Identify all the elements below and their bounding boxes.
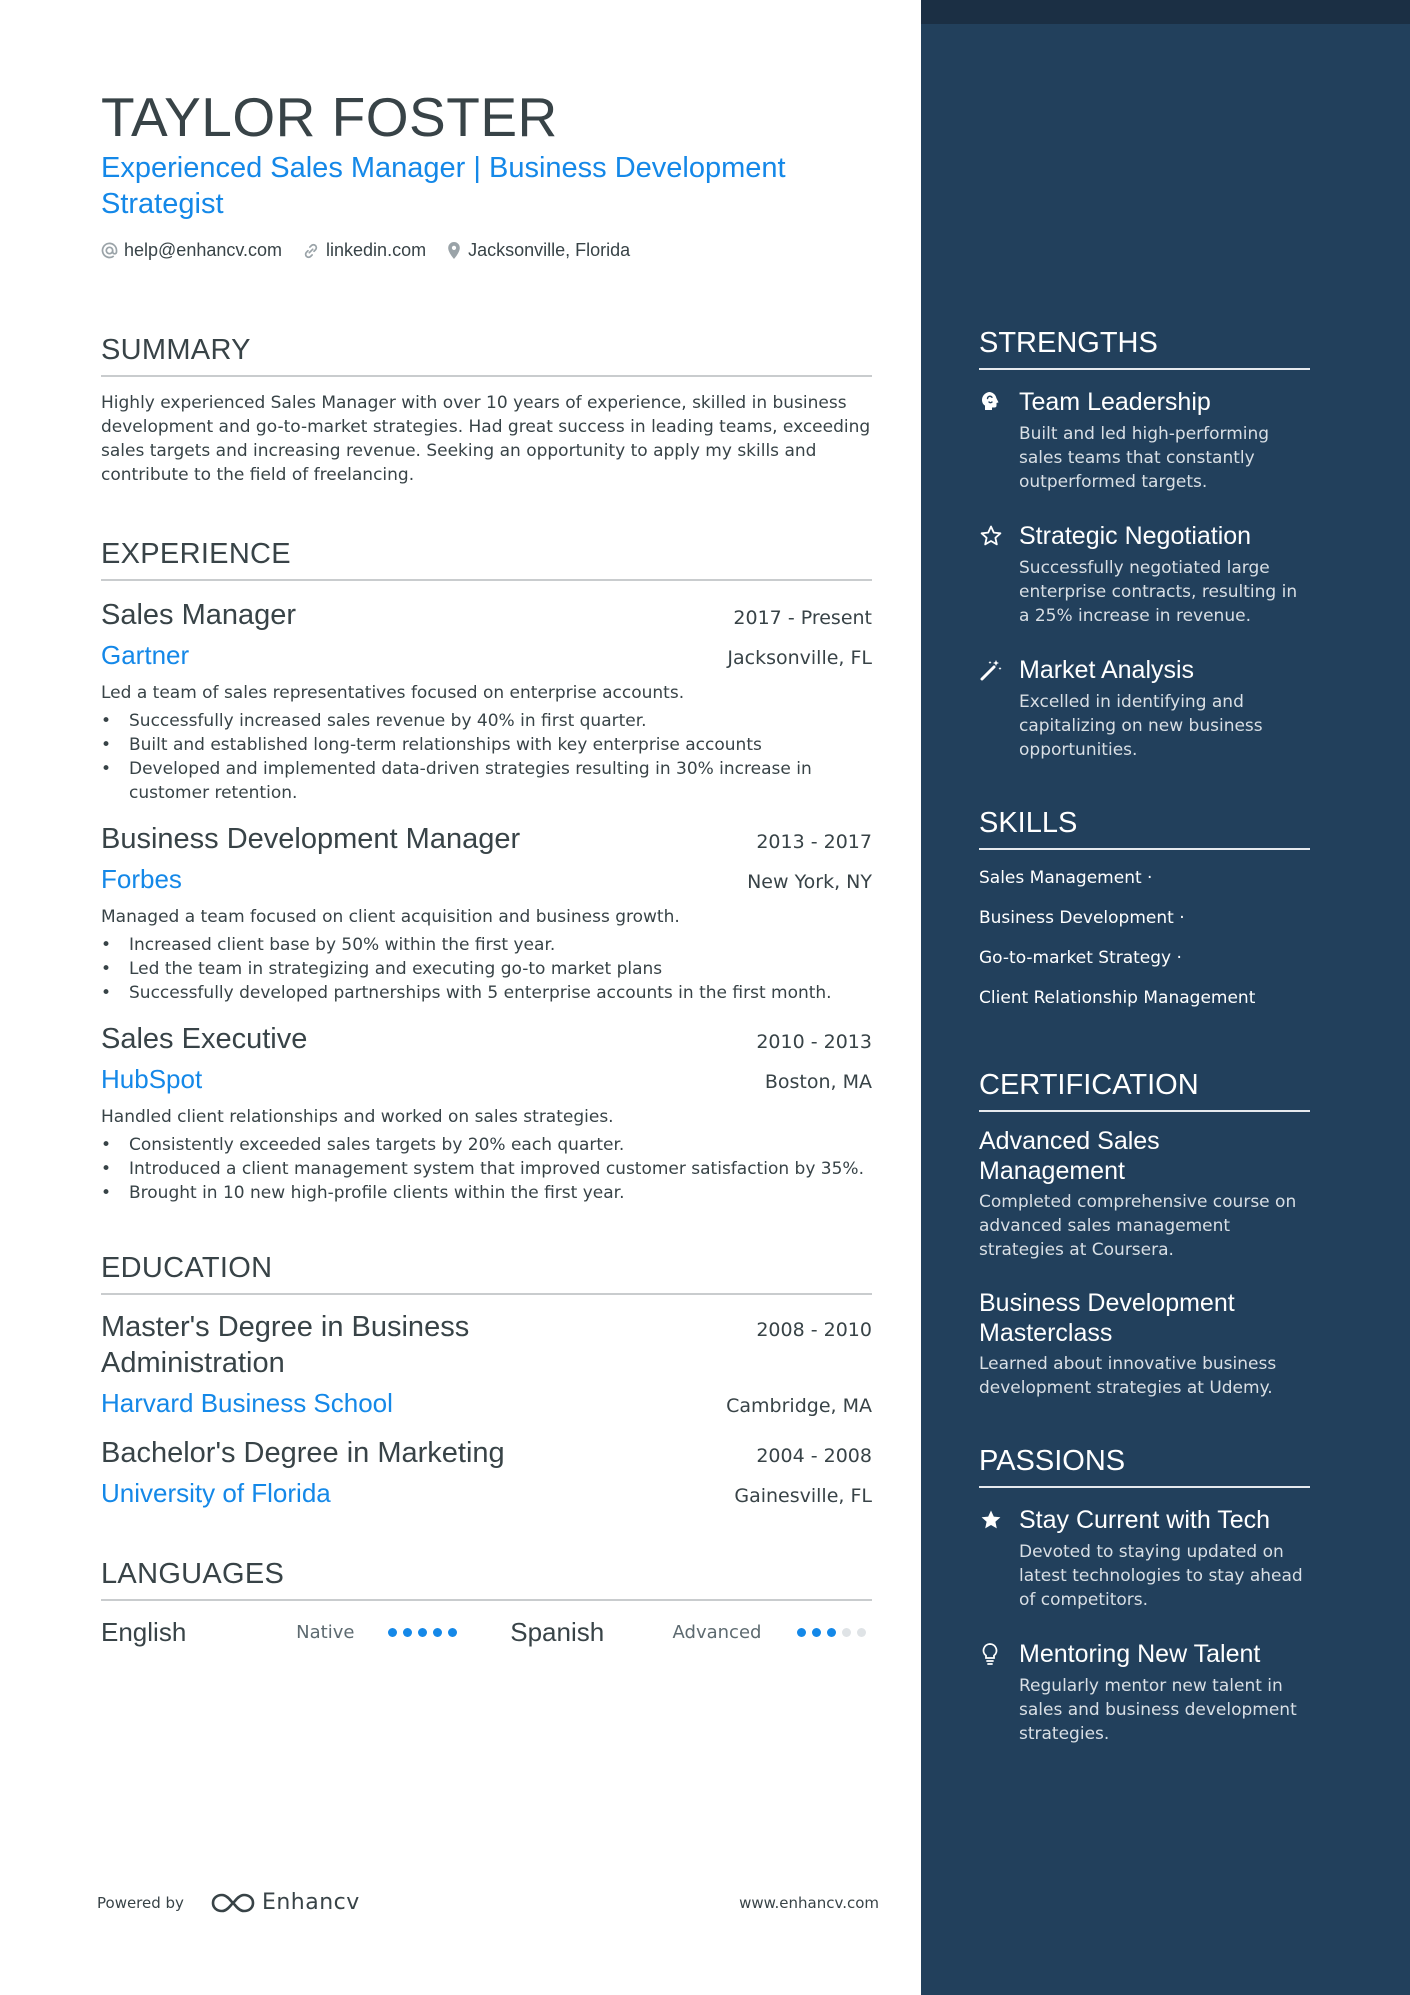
- footer-website[interactable]: www.enhancv.com: [739, 1893, 879, 1912]
- job-company: Forbes: [101, 864, 182, 894]
- skill-item: Business Development ·: [979, 908, 1185, 928]
- rating-dot-filled: [797, 1628, 806, 1637]
- strength-title: Strategic Negotiation: [1019, 522, 1252, 550]
- skill-item: Go-to-market Strategy ·: [979, 948, 1182, 968]
- certification-section: [979, 1068, 1310, 1400]
- rating-dot-filled: [812, 1628, 821, 1637]
- star-outline-icon: [979, 524, 1003, 548]
- languages-section: [101, 1557, 872, 1649]
- at-icon: [101, 242, 118, 259]
- job-bullets: [101, 1133, 872, 1205]
- passions-title: PASSIONS: [979, 1444, 1310, 1488]
- job-bullet: • Built and established long-term relationships with key enterprise accounts: [101, 733, 872, 757]
- job-title: Sales Executive: [101, 1023, 308, 1055]
- skill-item: Sales Management ·: [979, 868, 1153, 888]
- education-dates: 2004 - 2008: [756, 1445, 872, 1467]
- enhancv-logo[interactable]: [210, 1890, 360, 1915]
- experience-title: EXPERIENCE: [101, 537, 872, 581]
- contact-email[interactable]: [101, 240, 282, 261]
- job-company: HubSpot: [101, 1064, 203, 1094]
- lightbulb-icon: [979, 1642, 1001, 1666]
- certification-item: [979, 1126, 1310, 1262]
- job-location: New York, NY: [747, 871, 872, 893]
- job-bullet: • Consistently exceeded sales targets by 20% each quarter.: [101, 1133, 872, 1157]
- star-filled-icon: [979, 1508, 1003, 1532]
- strengths-section: [979, 326, 1310, 762]
- degree-title: Bachelor's Degree in Marketing: [101, 1437, 505, 1469]
- powered-by: [97, 1890, 360, 1915]
- job-bullet: • Successfully increased sales revenue by 40% in first quarter.: [101, 709, 872, 733]
- job-title: Sales Manager: [101, 599, 297, 631]
- education-entry: [101, 1309, 872, 1421]
- rating-dot-filled: [388, 1628, 397, 1637]
- school-name: Harvard Business School: [101, 1388, 393, 1418]
- strength-item: [979, 654, 1310, 762]
- education-entry: [101, 1435, 872, 1511]
- contact-bar: [101, 240, 872, 261]
- job-description: Led a team of sales representatives focused on enterprise accounts.: [101, 683, 685, 703]
- summary-text: Highly experienced Sales Manager with over 10 years of experience, skilled in business development and go-to-market strategies. Had great success in leading teams, exceeding sales targets and increasing revenue. Seeking an opportunity to apply my skills and contribute to the field of freelancing.: [101, 393, 871, 485]
- language-level: Native: [296, 1621, 355, 1643]
- job-location: Jacksonville, FL: [727, 647, 872, 669]
- job-bullet: • Developed and implemented data-driven strategies resulting in 30% increase in customer retention.: [101, 757, 872, 805]
- skills-title: SKILLS: [979, 806, 1310, 850]
- brand-name: Enhancv: [261, 1890, 360, 1915]
- linkedin-text: linkedin.com: [326, 240, 427, 260]
- strengths-title: STRENGTHS: [979, 326, 1310, 370]
- job-dates: 2013 - 2017: [756, 831, 872, 853]
- job-dates: 2010 - 2013: [756, 1031, 872, 1053]
- passion-description: Regularly mentor new talent in sales and business development strategies.: [1019, 1676, 1297, 1744]
- degree-title: Master's Degree in Business Administration: [101, 1311, 470, 1379]
- certification-name: Advanced Sales Management: [979, 1127, 1160, 1185]
- job-location: Boston, MA: [764, 1071, 872, 1093]
- contact-location: [446, 240, 630, 261]
- email-text: help@enhancv.com: [124, 240, 283, 260]
- map-pin-icon: [446, 241, 462, 260]
- skill-item: Client Relationship Management: [979, 988, 1256, 1008]
- strength-description: Built and led high-performing sales teams that constantly outperformed targets.: [1019, 424, 1270, 492]
- language-rating-dots: [388, 1628, 510, 1637]
- strength-title: Team Leadership: [1019, 388, 1211, 416]
- location-text: Jacksonville, Florida: [468, 240, 631, 260]
- link-icon: [302, 242, 320, 260]
- language-name: Spanish: [510, 1616, 605, 1647]
- sidebar-top-bar: [921, 0, 1410, 24]
- certification-description: Completed comprehensive course on advanced sales management strategies at Coursera.: [979, 1192, 1297, 1260]
- powered-by-label: Powered by: [97, 1893, 184, 1912]
- footer: [97, 1890, 879, 1915]
- language-name: English: [101, 1616, 187, 1647]
- rating-dot-empty: [857, 1628, 866, 1637]
- contact-linkedin[interactable]: [302, 240, 426, 261]
- rating-dot-filled: [418, 1628, 427, 1637]
- strength-item: [979, 520, 1310, 628]
- job-bullets: [101, 933, 872, 1005]
- passion-item: [979, 1504, 1310, 1612]
- candidate-name: TAYLOR FOSTER: [101, 86, 558, 148]
- passion-description: Devoted to staying updated on latest technologies to stay ahead of competitors.: [1019, 1542, 1303, 1610]
- education-location: Gainesville, FL: [734, 1485, 872, 1507]
- strength-item: [979, 386, 1310, 494]
- education-section: [101, 1251, 872, 1511]
- certification-name: Business Development Masterclass: [979, 1289, 1235, 1347]
- rating-dot-empty: [842, 1628, 851, 1637]
- job-company: Gartner: [101, 640, 190, 670]
- job-bullet: • Increased client base by 50% within the first year.: [101, 933, 872, 957]
- strength-description: Successfully negotiated large enterprise contracts, resulting in a 25% increase in revenue.: [1019, 558, 1298, 626]
- job-title: Business Development Manager: [101, 823, 521, 855]
- education-location: Cambridge, MA: [726, 1395, 872, 1417]
- strength-title: Market Analysis: [1019, 656, 1195, 684]
- job-bullets: [101, 709, 872, 805]
- rating-dot-filled: [403, 1628, 412, 1637]
- certification-description: Learned about innovative business development strategies at Udemy.: [979, 1354, 1277, 1398]
- job-entry: [101, 597, 872, 805]
- job-description: Managed a team focused on client acquisition and business growth.: [101, 907, 680, 927]
- passion-item: [979, 1638, 1310, 1746]
- languages-row: [101, 1615, 872, 1649]
- experience-section: [101, 537, 872, 1205]
- summary-title: SUMMARY: [101, 333, 872, 377]
- job-description: Handled client relationships and worked on sales strategies.: [101, 1107, 614, 1127]
- skills-section: [979, 806, 1310, 1010]
- infinity-logo-icon: [210, 1891, 256, 1915]
- summary-section: [101, 333, 872, 487]
- language-rating-dots: [797, 1628, 872, 1637]
- job-bullet: • Led the team in strategizing and executing go-to market plans: [101, 957, 872, 981]
- passions-section: [979, 1444, 1310, 1746]
- brain-icon: [979, 390, 1001, 412]
- strength-description: Excelled in identifying and capitalizing on new business opportunities.: [1019, 692, 1263, 760]
- rating-dot-filled: [827, 1628, 836, 1637]
- passion-title: Stay Current with Tech: [1019, 1506, 1271, 1534]
- language-level: Advanced: [672, 1621, 762, 1643]
- main-column: [101, 84, 872, 1649]
- school-name: University of Florida: [101, 1478, 331, 1508]
- rating-dot-filled: [448, 1628, 457, 1637]
- passion-title: Mentoring New Talent: [1019, 1640, 1261, 1668]
- candidate-headline: Experienced Sales Manager | Business Development Strategist: [101, 152, 786, 220]
- job-dates: 2017 - Present: [733, 607, 872, 629]
- sidebar: [979, 326, 1310, 1786]
- job-entry: [101, 1021, 872, 1205]
- job-bullet: • Successfully developed partnerships with 5 enterprise accounts in the first month.: [101, 981, 872, 1005]
- job-bullet: • Introduced a client management system that improved customer satisfaction by 35%.: [101, 1157, 872, 1181]
- magic-wand-icon: [979, 658, 1003, 682]
- job-entry: [101, 821, 872, 1005]
- rating-dot-filled: [433, 1628, 442, 1637]
- certification-title: CERTIFICATION: [979, 1068, 1310, 1112]
- job-bullet: • Brought in 10 new high-profile clients within the first year.: [101, 1181, 872, 1205]
- certification-item: [979, 1288, 1310, 1400]
- languages-title: LANGUAGES: [101, 1557, 872, 1601]
- education-dates: 2008 - 2010: [756, 1319, 872, 1341]
- education-title: EDUCATION: [101, 1251, 872, 1295]
